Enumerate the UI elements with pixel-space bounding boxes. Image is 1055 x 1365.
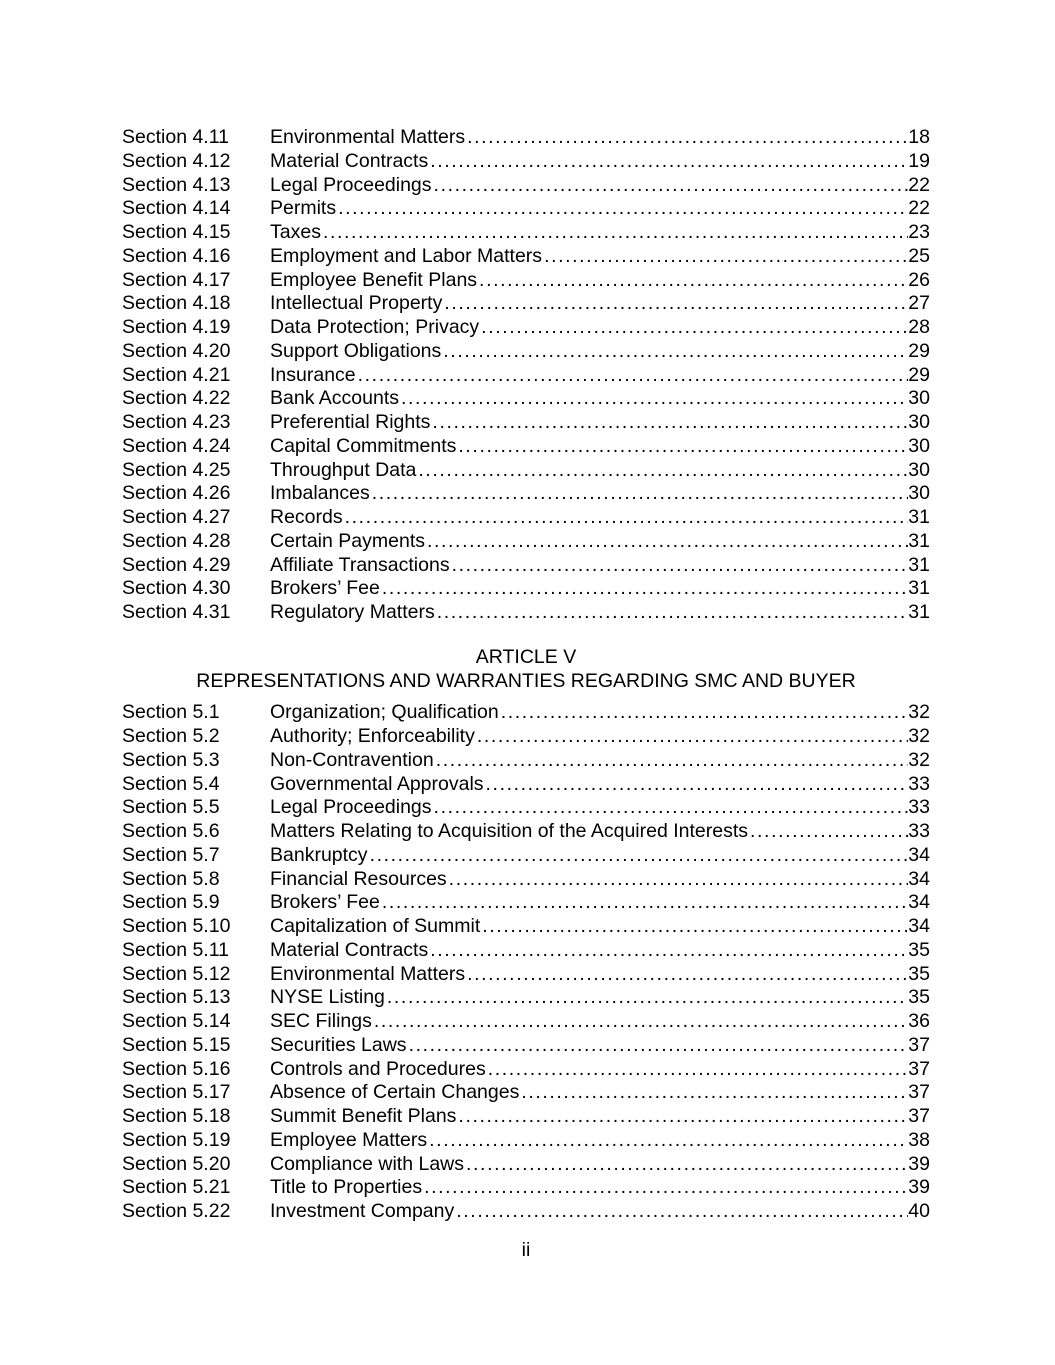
toc-section-label: Section 5.4: [122, 772, 220, 795]
toc-row: [122, 1200, 930, 1224]
toc-section-label: Section 4.21: [122, 363, 231, 386]
toc-section-label: Section 5.18: [122, 1105, 231, 1127]
toc-row: [122, 174, 930, 198]
toc-entry-title: Intellectual Property: [270, 292, 443, 315]
toc-entry-title: Legal Proceedings: [270, 796, 432, 819]
toc-section-label: Section 4.17: [122, 268, 231, 291]
dot-leader: [501, 701, 909, 725]
article-v-subtitle: REPRESENTATIONS AND WARRANTIES REGARDING SMC AND BUYER: [196, 669, 856, 692]
dot-leader: [370, 844, 909, 868]
dot-leader: [430, 939, 908, 963]
toc-row: [122, 316, 930, 340]
toc-page-number: 37: [908, 1105, 930, 1127]
toc-row: [122, 891, 930, 915]
toc-page-number: 34: [908, 843, 930, 866]
toc-entry-title: Employee Matters: [270, 1128, 428, 1151]
toc-page-number: 30: [908, 411, 930, 433]
toc-entry-title: Material Contracts: [270, 149, 429, 172]
toc-section-label: Section 4.22: [122, 387, 231, 410]
dot-leader: [437, 601, 909, 625]
toc-page-number: 39: [908, 1176, 930, 1199]
toc-row: [122, 482, 930, 506]
toc-row: [122, 1153, 930, 1177]
toc-page-number: 30: [908, 387, 930, 410]
toc-entry-title: Throughput Data: [270, 458, 417, 481]
dot-leader: [521, 1081, 908, 1105]
toc-page-number: 39: [908, 1152, 930, 1175]
toc-page-number: 37: [908, 1057, 930, 1080]
toc-row: [122, 1081, 930, 1105]
toc-row: [122, 197, 930, 221]
toc-entry-title: Brokers’ Fee: [270, 577, 380, 600]
toc-row: [122, 577, 930, 601]
toc-entry-title: Legal Proceedings: [270, 173, 432, 196]
toc-entry-title: Bank Accounts: [270, 387, 399, 410]
toc-entry-title: Absence of Certain Changes: [270, 1081, 520, 1104]
dot-leader: [430, 150, 908, 174]
dot-leader: [750, 820, 908, 844]
dot-leader: [467, 126, 908, 150]
toc-page-number: 35: [908, 938, 930, 961]
toc-entry-title: Environmental Matters: [270, 126, 466, 148]
toc-entry-title: Regulatory Matters: [270, 601, 435, 623]
toc-entry-title: Governmental Approvals: [270, 772, 484, 795]
toc-entry-title: Summit Benefit Plans: [270, 1105, 457, 1127]
toc-section-label: Section 4.27: [122, 506, 231, 528]
toc-row: [122, 868, 930, 892]
dot-leader: [482, 915, 908, 939]
dot-leader: [458, 1105, 908, 1129]
toc-section-label: Section 4.24: [122, 434, 231, 457]
toc-row: [122, 221, 930, 245]
toc-page-number: 25: [908, 244, 930, 267]
toc-section-label: Section 4.11: [122, 126, 229, 148]
toc-section-label: Section 4.15: [122, 221, 231, 243]
toc-page-number: 34: [908, 867, 930, 890]
toc-page-number: 29: [908, 363, 930, 386]
toc-entry-title: Employee Benefit Plans: [270, 268, 478, 291]
toc-row: [122, 1058, 930, 1082]
toc-row: [122, 340, 930, 364]
toc-page-number: 35: [908, 962, 930, 985]
toc-entry-title: Investment Company: [270, 1200, 455, 1222]
dot-leader: [382, 577, 908, 601]
dot-leader: [434, 796, 909, 820]
dot-leader: [387, 986, 908, 1010]
toc-entry-title: Employment and Labor Matters: [270, 244, 543, 267]
dot-leader: [345, 506, 909, 530]
toc-entry-title: Matters Relating to Acquisition of the Acquired Interests: [270, 820, 749, 842]
article-v-heading: [122, 646, 930, 694]
toc-entry-title: Authority; Enforceability: [270, 725, 475, 747]
dot-leader: [449, 868, 909, 892]
toc-page-number: 32: [908, 701, 930, 724]
toc-entry-title: Material Contracts: [270, 938, 429, 961]
toc-page-number: 29: [908, 339, 930, 362]
toc-section-label: Section 5.7: [122, 843, 220, 866]
toc-section-label: Section 4.18: [122, 292, 231, 315]
toc-row: [122, 773, 930, 797]
toc-page-number: 30: [908, 482, 930, 505]
toc-entry-title: Non-Contravention: [270, 748, 434, 771]
toc-row: [122, 749, 930, 773]
toc-section-label: Section 5.8: [122, 867, 220, 890]
toc-page-number: 27: [908, 292, 930, 315]
toc-page-number: 35: [908, 986, 930, 1009]
toc-entry-title: Support Obligations: [270, 339, 442, 362]
toc-section-label: Section 5.2: [122, 725, 220, 747]
toc-entry-title: Environmental Matters: [270, 962, 466, 985]
toc-page-number: 31: [908, 506, 930, 528]
toc-section-label: Section 4.19: [122, 316, 231, 338]
toc-page-number: 37: [908, 1081, 930, 1104]
dot-leader: [382, 891, 908, 915]
toc-row: [122, 701, 930, 725]
toc-row: [122, 796, 930, 820]
toc-page-number: 30: [908, 458, 930, 481]
toc-entry-title: Capital Commitments: [270, 434, 457, 457]
toc-section-label: Section 5.1: [122, 701, 220, 724]
toc-row: [122, 150, 930, 174]
toc-row: [122, 269, 930, 293]
toc-row: [122, 435, 930, 459]
toc-row: [122, 459, 930, 483]
dot-leader: [409, 1034, 909, 1058]
toc-section-label: Section 4.26: [122, 482, 231, 505]
toc-row: [122, 844, 930, 868]
dot-leader: [424, 1176, 908, 1200]
toc-section-label: Section 5.15: [122, 1033, 231, 1056]
toc-row: [122, 963, 930, 987]
dot-leader: [458, 435, 908, 459]
dot-leader: [436, 749, 909, 773]
toc-page-number: 37: [908, 1033, 930, 1056]
toc-row: [122, 1176, 930, 1200]
toc-page-number: 23: [908, 221, 930, 243]
toc-row: [122, 364, 930, 388]
toc-row: [122, 387, 930, 411]
toc-row: [122, 986, 930, 1010]
toc-section-label: Section 5.16: [122, 1057, 231, 1080]
toc-page-number: 32: [908, 748, 930, 771]
toc-section-label: Section 5.5: [122, 796, 220, 819]
toc-row: [122, 1010, 930, 1034]
toc-entry-title: Preferential Rights: [270, 411, 431, 433]
toc-entry-title: Organization; Qualification: [270, 701, 499, 724]
toc-section-label: Section 5.12: [122, 962, 231, 985]
toc-section-label: Section 5.6: [122, 820, 220, 842]
dot-leader: [467, 963, 908, 987]
dot-leader: [456, 1200, 908, 1224]
toc-section-label: Section 5.17: [122, 1081, 231, 1104]
toc-section-label: Section 5.13: [122, 986, 231, 1009]
dot-leader: [427, 530, 908, 554]
dot-leader: [544, 245, 908, 269]
toc-page-number: 18: [908, 126, 930, 148]
dot-leader: [338, 197, 908, 221]
toc-page-number: 31: [908, 577, 930, 600]
toc-page-number: 40: [908, 1200, 930, 1222]
toc-entry-title: NYSE Listing: [270, 986, 385, 1009]
toc-entry-title: Brokers’ Fee: [270, 891, 380, 914]
dot-leader: [432, 411, 908, 435]
toc-entry-title: Compliance with Laws: [270, 1152, 465, 1175]
toc-page-number: 34: [908, 915, 930, 937]
toc-entry-title: SEC Filings: [270, 1010, 372, 1032]
toc-entry-title: Controls and Procedures: [270, 1057, 486, 1080]
toc-page-number: 32: [908, 725, 930, 747]
page-number-footer: ii: [521, 1238, 531, 1261]
toc-section-label: Section 4.30: [122, 577, 231, 600]
dot-leader: [486, 773, 909, 797]
toc-page-number: 22: [908, 173, 930, 196]
toc-section-label: Section 4.31: [122, 601, 231, 623]
toc-entry-title: Permits: [270, 197, 337, 220]
toc-section-label: Section 4.23: [122, 411, 231, 433]
toc-page-number: 31: [908, 553, 930, 576]
toc-section-label: Section 4.25: [122, 458, 231, 481]
toc-row: [122, 245, 930, 269]
toc-entry-title: Certain Payments: [270, 529, 425, 552]
toc-entry-title: Financial Resources: [270, 867, 447, 890]
dot-leader: [323, 221, 908, 245]
dot-leader: [452, 554, 909, 578]
toc-row: [122, 939, 930, 963]
toc-page-number: 26: [908, 268, 930, 291]
toc-page-number: 28: [908, 316, 930, 338]
toc-page-number: 33: [908, 820, 930, 842]
article-v-title: ARTICLE V: [475, 645, 577, 668]
toc-section-label: Section 5.21: [122, 1176, 231, 1199]
toc-section-label: Section 5.10: [122, 915, 231, 937]
toc-row: [122, 1034, 930, 1058]
toc-list-article-5: [122, 701, 930, 1224]
toc-entry-title: Imbalances: [270, 482, 370, 505]
toc-entry-title: Data Protection; Privacy: [270, 316, 480, 338]
toc-page-number: 36: [908, 1010, 930, 1032]
toc-page-number: 22: [908, 197, 930, 220]
toc-list-article-4: [122, 126, 930, 625]
toc-section-label: Section 4.12: [122, 149, 231, 172]
toc-entry-title: Title to Properties: [270, 1176, 423, 1199]
dot-leader: [444, 292, 908, 316]
toc-section-label: Section 5.11: [122, 938, 229, 961]
toc-page-number: 19: [908, 149, 930, 172]
toc-page-number: 38: [908, 1128, 930, 1151]
toc-entry-title: Bankruptcy: [270, 843, 368, 866]
toc-entry-title: Insurance: [270, 363, 356, 386]
toc-entry-title: Affiliate Transactions: [270, 553, 450, 576]
toc-entry-title: Securities Laws: [270, 1033, 407, 1056]
toc-row: [122, 1105, 930, 1129]
toc-section-label: Section 5.20: [122, 1152, 231, 1175]
toc-section-label: Section 4.28: [122, 529, 231, 552]
toc-row: [122, 725, 930, 749]
dot-leader: [372, 482, 909, 506]
dot-leader: [358, 364, 909, 388]
toc-row: [122, 292, 930, 316]
toc-entry-title: Taxes: [270, 221, 321, 243]
dot-leader: [434, 174, 909, 198]
dot-leader: [401, 387, 908, 411]
toc-row: [122, 411, 930, 435]
dot-leader: [477, 725, 908, 749]
toc-section-label: Section 5.22: [122, 1200, 231, 1222]
toc-page-number: 31: [908, 529, 930, 552]
toc-row: [122, 1129, 930, 1153]
dot-leader: [418, 459, 908, 483]
toc-row: [122, 126, 930, 150]
toc-row: [122, 554, 930, 578]
toc-row: [122, 820, 930, 844]
dot-leader: [479, 269, 908, 293]
toc-section-label: Section 4.29: [122, 553, 231, 576]
toc-section-label: Section 5.3: [122, 748, 220, 771]
toc-entry-title: Capitalization of Summit: [270, 915, 481, 937]
toc-content: [122, 126, 930, 1263]
toc-section-label: Section 4.14: [122, 197, 231, 220]
toc-row: [122, 530, 930, 554]
dot-leader: [466, 1153, 908, 1177]
dot-leader: [488, 1058, 909, 1082]
toc-section-label: Section 5.9: [122, 891, 220, 914]
toc-section-label: Section 5.19: [122, 1128, 231, 1151]
toc-page-number: 31: [908, 601, 930, 623]
toc-entry-title: Records: [270, 506, 343, 528]
toc-row: [122, 506, 930, 530]
dot-leader: [429, 1129, 908, 1153]
toc-section-label: Section 4.13: [122, 173, 231, 196]
toc-page-number: 34: [908, 891, 930, 914]
toc-row: [122, 915, 930, 939]
dot-leader: [481, 316, 908, 340]
toc-page-number: 30: [908, 434, 930, 457]
toc-section-label: Section 5.14: [122, 1010, 231, 1032]
dot-leader: [443, 340, 908, 364]
toc-section-label: Section 4.20: [122, 339, 231, 362]
toc-row: [122, 601, 930, 625]
toc-page-number: 33: [908, 796, 930, 819]
toc-section-label: Section 4.16: [122, 244, 231, 267]
toc-page-number: 33: [908, 772, 930, 795]
dot-leader: [374, 1010, 908, 1034]
